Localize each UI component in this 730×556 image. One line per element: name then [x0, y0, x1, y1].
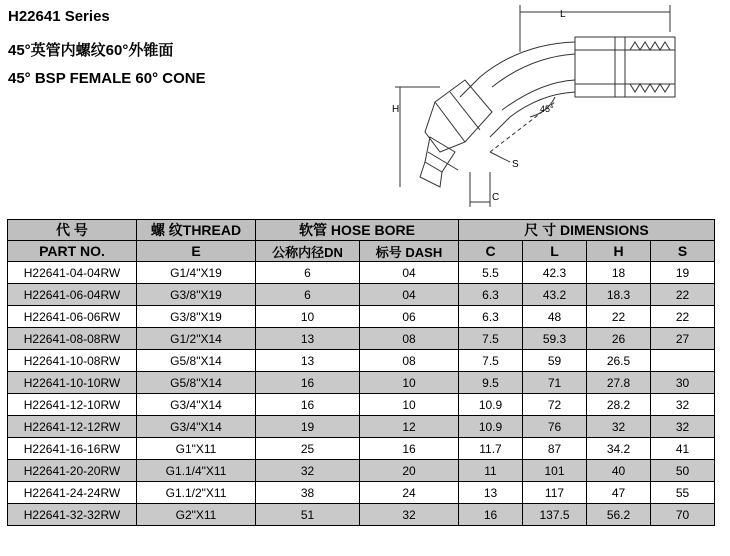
cell-c: 6.3 — [459, 284, 523, 306]
cell-dn: 25 — [256, 438, 360, 460]
cell-h: 18 — [587, 262, 651, 284]
cell-dash: 08 — [360, 350, 459, 372]
table-row — [8, 350, 715, 372]
cell-dash: 32 — [360, 504, 459, 526]
cell-c: 11.7 — [459, 438, 523, 460]
header-dn: 公称内径DN — [256, 241, 360, 262]
cell-dash: 10 — [360, 394, 459, 416]
subtitle-chinese: 45°英管内螺纹60°外锥面 — [8, 42, 174, 59]
cell-l: 101 — [523, 460, 587, 482]
cell-thread: G1"X11 — [137, 438, 256, 460]
dim-label-c: C — [492, 192, 500, 203]
cell-c: 10.9 — [459, 394, 523, 416]
subtitle-english: 45° BSP FEMALE 60° CONE — [8, 70, 206, 87]
table-row — [8, 504, 715, 526]
cell-thread: G5/8"X14 — [137, 350, 256, 372]
cell-l: 137.5 — [523, 504, 587, 526]
cell-c: 7.5 — [459, 350, 523, 372]
cell-l: 43.2 — [523, 284, 587, 306]
cell-dn: 19 — [256, 416, 360, 438]
cell-thread: G5/8"X14 — [137, 372, 256, 394]
cell-s: 22 — [651, 284, 715, 306]
cell-dn: 38 — [256, 482, 360, 504]
cell-part-no: H22641-10-10RW — [8, 372, 137, 394]
cell-part-no: H22641-12-12RW — [8, 416, 137, 438]
header-dash: 标号 DASH — [360, 241, 459, 262]
cell-l: 59 — [523, 350, 587, 372]
cell-h: 26.5 — [587, 350, 651, 372]
cell-part-no: H22641-06-04RW — [8, 284, 137, 306]
cell-thread: G1/4"X19 — [137, 262, 256, 284]
table-row — [8, 372, 715, 394]
cell-dn: 16 — [256, 372, 360, 394]
header-thread-e: E — [137, 241, 256, 262]
table-row — [8, 460, 715, 482]
cell-s: 55 — [651, 482, 715, 504]
cell-part-no: H22641-04-04RW — [8, 262, 137, 284]
cell-thread: G3/4"X14 — [137, 394, 256, 416]
cell-s: 30 — [651, 372, 715, 394]
cell-h: 34.2 — [587, 438, 651, 460]
table-row — [8, 306, 715, 328]
cell-thread: G1.1/2"X11 — [137, 482, 256, 504]
cell-c: 7.5 — [459, 328, 523, 350]
cell-h: 32 — [587, 416, 651, 438]
cell-h: 28.2 — [587, 394, 651, 416]
cell-part-no: H22641-24-24RW — [8, 482, 137, 504]
cell-part-no: H22641-16-16RW — [8, 438, 137, 460]
cell-l: 117 — [523, 482, 587, 504]
cell-c: 10.9 — [459, 416, 523, 438]
table-row — [8, 482, 715, 504]
series-title: H22641 Series — [8, 8, 110, 25]
cell-part-no: H22641-08-08RW — [8, 328, 137, 350]
cell-part-no: H22641-12-10RW — [8, 394, 137, 416]
cell-thread: G1.1/4"X11 — [137, 460, 256, 482]
cell-dn: 6 — [256, 262, 360, 284]
cell-l: 42.3 — [523, 262, 587, 284]
fitting-technical-drawing — [380, 2, 700, 212]
header-thread: 螺 纹THREAD — [137, 220, 256, 241]
cell-dn: 13 — [256, 350, 360, 372]
cell-l: 48 — [523, 306, 587, 328]
cell-part-no: H22641-32-32RW — [8, 504, 137, 526]
cell-dn: 13 — [256, 328, 360, 350]
cell-c: 13 — [459, 482, 523, 504]
cell-s: 22 — [651, 306, 715, 328]
cell-s: 27 — [651, 328, 715, 350]
cell-dash: 08 — [360, 328, 459, 350]
cell-s: 32 — [651, 394, 715, 416]
cell-s — [651, 350, 715, 372]
cell-dn: 10 — [256, 306, 360, 328]
header-part-no-en: PART NO. — [8, 241, 137, 262]
dim-label-h: H — [392, 104, 400, 115]
cell-c: 16 — [459, 504, 523, 526]
dim-label-l: L — [560, 9, 566, 20]
header-l: L — [523, 241, 587, 262]
cell-dash: 12 — [360, 416, 459, 438]
cell-c: 6.3 — [459, 306, 523, 328]
header-s: S — [651, 241, 715, 262]
cell-part-no: H22641-20-20RW — [8, 460, 137, 482]
cell-h: 40 — [587, 460, 651, 482]
cell-h: 26 — [587, 328, 651, 350]
table-row — [8, 438, 715, 460]
cell-h: 27.8 — [587, 372, 651, 394]
cell-dn: 16 — [256, 394, 360, 416]
dim-label-angle: 45° — [540, 104, 554, 114]
cell-l: 59.3 — [523, 328, 587, 350]
cell-h: 56.2 — [587, 504, 651, 526]
table-row — [8, 328, 715, 350]
table-row — [8, 416, 715, 438]
cell-dash: 04 — [360, 284, 459, 306]
cell-h: 22 — [587, 306, 651, 328]
table-row — [8, 262, 715, 284]
cell-s: 41 — [651, 438, 715, 460]
cell-s: 19 — [651, 262, 715, 284]
table-row — [8, 394, 715, 416]
cell-dn: 32 — [256, 460, 360, 482]
cell-c: 11 — [459, 460, 523, 482]
cell-s: 50 — [651, 460, 715, 482]
cell-dash: 16 — [360, 438, 459, 460]
cell-l: 87 — [523, 438, 587, 460]
header-dimensions: 尺 寸 DIMENSIONS — [459, 220, 715, 241]
header-c: C — [459, 241, 523, 262]
cell-c: 9.5 — [459, 372, 523, 394]
cell-h: 18.3 — [587, 284, 651, 306]
cell-thread: G1/2"X14 — [137, 328, 256, 350]
cell-h: 47 — [587, 482, 651, 504]
cell-dn: 51 — [256, 504, 360, 526]
header-row-2 — [8, 241, 715, 262]
cell-thread: G2"X11 — [137, 504, 256, 526]
header-h: H — [587, 241, 651, 262]
header-row-1 — [8, 220, 715, 241]
cell-part-no: H22641-06-06RW — [8, 306, 137, 328]
cell-dash: 04 — [360, 262, 459, 284]
cell-s: 32 — [651, 416, 715, 438]
cell-l: 71 — [523, 372, 587, 394]
table-row — [8, 284, 715, 306]
cell-c: 5.5 — [459, 262, 523, 284]
cell-dash: 20 — [360, 460, 459, 482]
cell-dash: 10 — [360, 372, 459, 394]
cell-dash: 06 — [360, 306, 459, 328]
cell-thread: G3/8"X19 — [137, 284, 256, 306]
cell-s: 70 — [651, 504, 715, 526]
cell-dn: 6 — [256, 284, 360, 306]
cell-l: 76 — [523, 416, 587, 438]
cell-l: 72 — [523, 394, 587, 416]
header-hose-bore: 软管 HOSE BORE — [256, 220, 459, 241]
cell-thread: G3/8"X19 — [137, 306, 256, 328]
header-part-no-cn: 代 号 — [8, 220, 137, 241]
dim-label-s: S — [512, 159, 519, 170]
cell-thread: G3/4"X14 — [137, 416, 256, 438]
cell-dash: 24 — [360, 482, 459, 504]
spec-table — [7, 219, 715, 526]
cell-part-no: H22641-10-08RW — [8, 350, 137, 372]
